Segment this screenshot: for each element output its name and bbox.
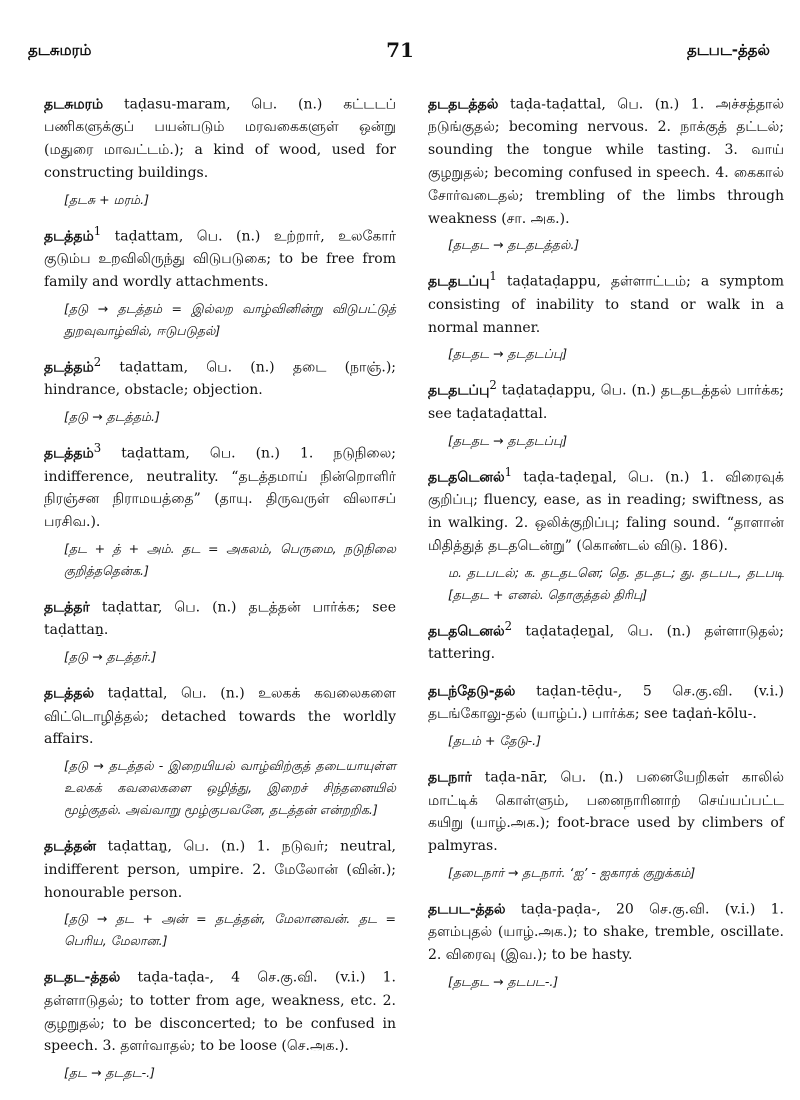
page-number: 71 [386, 38, 414, 62]
etymology: [தட → தடதட-.] [64, 1065, 155, 1081]
left-column [44, 88, 396, 1093]
dictionary-entry [44, 677, 396, 821]
dictionary-entry [428, 615, 784, 666]
etymology: [தடதட → தடபட-.] [448, 973, 559, 989]
entry-body: taḍan-tēḍu-, 5 செ.கு.வி. (v.i.) தடங்கோலு-தல் (யாழ்ப்.) பார்க்க; see taḍaṅ-kōlu-. [428, 683, 784, 723]
headword: தடத்தல் [44, 685, 95, 702]
etymology: [தடதட → தடதடப்பு] [448, 432, 568, 448]
sense-number: 3 [93, 441, 102, 456]
headword: தடதடத்தல் [428, 96, 499, 113]
etymology: [தட + த் + அம். தட = அகலம், பெருமை, நடுநிலை குறித்ததென்க.] [64, 540, 396, 578]
dictionary-entry [44, 88, 396, 211]
right-column [428, 88, 784, 1002]
sense-number: 2 [489, 378, 497, 393]
etymology: [தடதட → தடதடப்பு] [448, 346, 568, 362]
headword: தடந்தேடு-தல் [428, 683, 516, 700]
etymology: [தடைநார் → தடநார். ‘ஐ’ - ஐகாரக் குறுக்கம்] [448, 864, 696, 880]
entry-body: taḍa-nār, பெ. (n.) பனையேறிகள் காலில் மாட்டிக் கொள்ளும், பனைநாரினாற் செய்யப்பட்ட கயிறு (யாழ்.அக.); foot-brace used by climbers of palmyras. [428, 769, 785, 855]
headword: தடதடெனல் [428, 469, 505, 486]
entry-body: taḍasu-maram, பெ. (n.) கட்டடப் பணிகளுக்குப் பயன்படும் மரவகைகளுள் ஒன்று (மதுரை மாவட்டம்.); a kind of wood, used for constructing buildings. [44, 96, 397, 182]
etymology: [தடு → தட + அன் = தடத்தன், மேலானவன். தட = பெரிய, மேலான.] [64, 911, 396, 949]
dictionary-entry [428, 893, 784, 993]
etymology: ம. தடபடல்; க. தடதடனெ; தெ. தடதட; து. தடபட, தடபடி [தடதட + எனல். தொகுத்தல் திரிபு] [448, 564, 784, 602]
etymology: [தடு → தடத்தம் = இல்லற வாழ்வினின்று விடுபட்டுத் துறவுவாழ்வில், ஈடுபடுதல்] [64, 300, 396, 338]
running-head-right: தடபட-த்தல் [686, 41, 770, 59]
entry-body: taḍattam, பெ. (n.) தடை (நாஞ்.); hindrance, obstacle; objection. [44, 359, 397, 399]
sense-number: 1 [489, 269, 497, 284]
etymology: [தடம் + தேடு-.] [448, 733, 541, 749]
dictionary-entry [428, 675, 784, 752]
entry-body: taḍa-taḍa-, 4 செ.கு.வி. (v.i.) 1. தள்ளாடுதல்; to totter from age, weakness, etc. 2. குழறுதல்; to be disconcerted; to be confused in speech. 3. தளர்வாதல்; to be loose (செ.அக.). [44, 969, 397, 1055]
dictionary-entry [44, 961, 396, 1084]
dictionary-entry [44, 351, 396, 428]
sense-number: 2 [93, 354, 102, 369]
entry-body: taḍattam, பெ. (n.) 1. நடுநிலை; indifference, neutrality. “தடத்தமாய் நின்றொளிர் நிரஞ்சன நிராமயத்தை” (தாயு. திருவருள் விலாசப் பரசிவ.). [44, 445, 397, 531]
entry-body: taḍataḍeṉal, பெ. (n.) தள்ளாடுதல்; tattering. [428, 623, 785, 663]
headword: தடதட-த்தல் [44, 969, 121, 986]
entry-body: taḍattal, பெ. (n.) உலகக் கவலைகளை விட்டொழித்தல்; detached towards the worldly affairs. [44, 685, 396, 748]
entry-body: taḍa-taḍeṉal, பெ. (n.) 1. விரைவுக் குறிப்பு; fluency, ease, as in reading; swiftness, as in walking. 2. ஒலிக்குறிப்பு; faling sound. “தாளான் மிதித்துத் தடதடென்று” (கொண்டல் விடு. 186). [428, 469, 784, 554]
headword: தடத்தம் [44, 359, 94, 376]
headword: தடதடப்பு [428, 274, 490, 291]
dictionary-entry [428, 88, 784, 256]
etymology: [தடதட → தடதடத்தல்.] [448, 237, 580, 253]
entry-body: taḍa-paḍa-, 20 செ.கு.வி. (v.i.) 1. தளம்புதல் (யாழ்.அக.); to shake, tremble, oscillate. 2. விரைவு (இவ.); to be hasty. [428, 901, 784, 964]
sense-number: 1 [504, 464, 513, 479]
headword: தடதடப்பு [428, 383, 490, 400]
entry-body: taḍattar, பெ. (n.) தடத்தன் பார்க்க; see taḍattaṉ. [44, 599, 396, 639]
entry-body: taḍa-taḍattal, பெ. (n.) 1. அச்சத்தால் நடுங்குதல்; becoming nervous. 2. நாக்குத் தட்டல்; sounding the tongue while tasting. 3. வாய் குழறுதல்; becoming confused in speech. 4. கைகால் சோர்வடைதல்; trembling of the limbs through weakness (சா. அக.). [428, 96, 784, 227]
dictionary-entry [44, 830, 396, 952]
etymology: [தடசு + மரம்.] [64, 191, 149, 207]
entry-body: taḍataḍappu, பெ. (n.) தடதடத்தல் பார்க்க; see taḍataḍattal. [428, 383, 785, 422]
headword: தடத்தர் [44, 599, 90, 616]
etymology: [தடு → தடத்தல் - இறையியல் வாழ்விற்குத் தடையாயுள்ள உலகக் கவலைகளை ஒழித்து, இறைச் சிந்தனையில் மூழ்குதல். அவ்வாறு மூழ்குபவனே, தடத்தன் என்றறிக.] [64, 758, 396, 818]
entry-body: taḍataḍappu, தள்ளாட்டம்; a symptom consisting of inability to stand or walk in a normal manner. [428, 274, 785, 336]
headword: தடநார் [428, 769, 472, 786]
running-head-left: தடசுமரம் [28, 41, 92, 59]
dictionary-entry [44, 220, 396, 342]
dictionary-entry [428, 374, 784, 451]
dictionary-entry [44, 437, 396, 582]
dictionary-entry [44, 591, 396, 668]
etymology: [தடு → தடத்தர்.] [64, 649, 157, 665]
headword: தடபட-த்தல் [428, 901, 506, 918]
dictionary-entry [428, 461, 784, 606]
dictionary-entry [428, 265, 784, 365]
headword: தடத்தம் [44, 228, 94, 245]
sense-number: 1 [93, 223, 102, 238]
entry-body: taḍattam, பெ. (n.) உற்றார், உலகோர் குடும்ப உறவிலிருந்து விடுபடுகை; to be free from family and wordly attachments. [44, 228, 397, 291]
dictionary-entry [428, 761, 784, 884]
headword: தடதடெனல் [428, 623, 505, 640]
headword: தடத்தன் [44, 838, 97, 855]
headword: தடத்தம் [44, 445, 94, 462]
headword: தடசுமரம் [44, 96, 104, 113]
sense-number: 2 [504, 618, 513, 633]
entry-body: taḍattaṉ, பெ. (n.) 1. நடுவர்; neutral, indifferent person, umpire. 2. மேலோன் (வின்.); honourable person. [44, 838, 396, 901]
etymology: [தடு → தடத்தம்.] [64, 409, 160, 425]
